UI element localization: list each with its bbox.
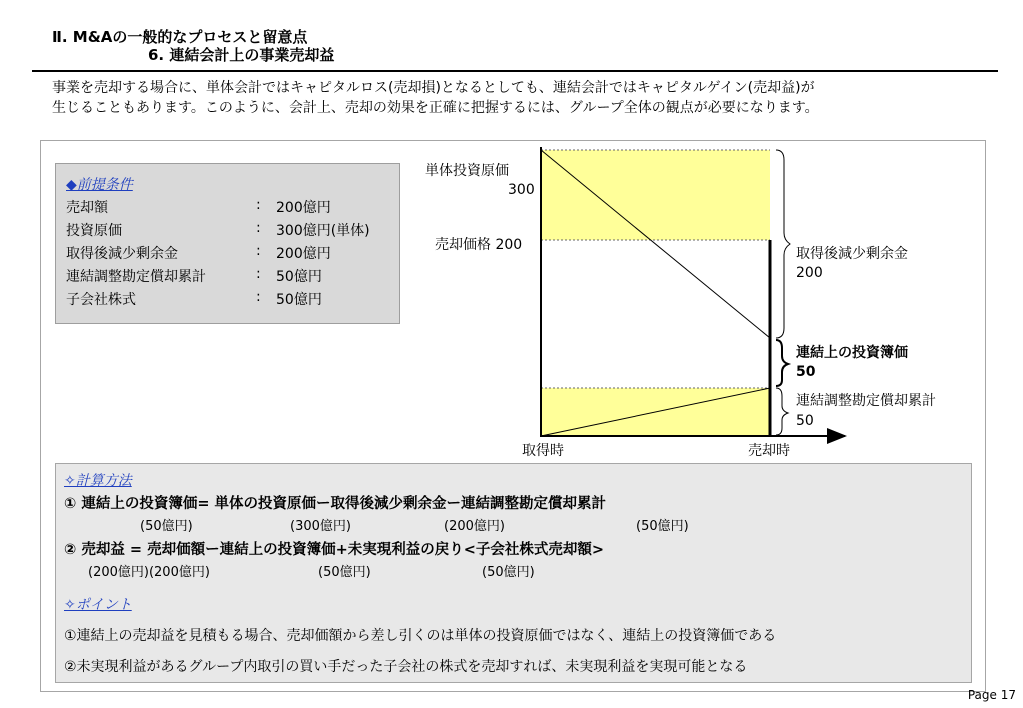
premise-value-2: 200億円 [276, 246, 331, 262]
premise-sep-0: : [256, 197, 261, 213]
premise-sep-1: : [256, 220, 261, 236]
formula-2: ② 売却益 = 売却価額ー連結上の投資簿価+未実現利益の戻り<子会社株式売却額> [64, 542, 605, 558]
brace-label-amortization-value: 50 [796, 413, 814, 429]
calculation-box [55, 463, 972, 683]
formula-1-value-2: (300億円) [290, 519, 351, 534]
calc-heading: ✧計算方法 [64, 473, 132, 489]
premise-sep-2: : [256, 243, 261, 259]
premise-value-1: 300億円(単体) [276, 223, 370, 239]
formula-1-value-4: (50億円) [636, 519, 689, 534]
brace-label-retained: 取得後減少剰余金 [796, 246, 908, 262]
book-value-brace [776, 340, 788, 386]
retained-earnings-region [541, 150, 770, 240]
formula-2-value-3: (50億円) [482, 565, 535, 580]
premise-label-3: 連結調整勘定償却累計 [66, 269, 206, 285]
premise-label-0: 売却額 [66, 200, 108, 216]
formula-1-value-3: (200億円) [444, 519, 505, 534]
point-heading: ✧ポイント [64, 597, 132, 613]
label-sale-price: 売却価格 200 [435, 237, 523, 253]
premise-heading: ◆前提条件 [66, 177, 133, 193]
formula-2-value-2: (50億円) [318, 565, 371, 580]
premise-value-3: 50億円 [276, 269, 322, 285]
brace-label-retained-value: 200 [796, 265, 823, 281]
premise-label-2: 取得後減少剰余金 [66, 246, 178, 262]
point-1: ①連結上の売却益を見積もる場合、売却価額から差し引くのは単体の投資原価ではなく、連結上の投資簿価である [64, 628, 777, 644]
brace-label-book-value-amount: 50 [796, 364, 816, 380]
point-2: ②未実現利益があるグループ内取引の買い手だった子会社の株式を売却すれば、未実現利益を実現可能となる [64, 659, 748, 675]
label-investment-cost: 単体投資原価 [425, 163, 509, 179]
premise-sep-3: : [256, 266, 261, 282]
brace-label-amortization: 連結調整勘定償却累計 [796, 393, 936, 409]
section-title: Ⅱ. M&Aの一般的なプロセスと留意点 [52, 28, 308, 46]
brace-label-book-value: 連結上の投資簿価 [796, 345, 908, 361]
premise-label-1: 投資原価 [66, 223, 122, 239]
formula-1: ① 連結上の投資簿価= 単体の投資原価ー取得後減少剰余金ー連結調整勘定償却累計 [64, 496, 607, 512]
premise-value-0: 200億円 [276, 200, 331, 216]
formula-2-value-1: (200億円)(200億円) [88, 565, 210, 580]
premise-value-4: 50億円 [276, 292, 322, 308]
page-number: Page 17 [967, 688, 1016, 702]
x-label-acquisition: 取得時 [522, 443, 564, 459]
intro-line-2: 生じることもあります。このように、会計上、売却の効果を正確に把握するには、グループ全体の観点が必要になります。 [52, 100, 819, 116]
premise-label-4: 子会社株式 [66, 292, 136, 308]
page-title: 6. 連結会計上の事業売却益 [148, 46, 335, 64]
retained-brace [776, 150, 790, 338]
premise-sep-4: : [256, 289, 261, 305]
intro-line-1: 事業を売却する場合に、単体会計ではキャピタルロス(売却損)となるとしても、連結会計ではキャピタルゲイン(売却益)が [52, 80, 815, 96]
label-investment-cost-value: 300 [508, 182, 535, 198]
formula-1-value-1: (50億円) [140, 519, 193, 534]
amort-brace [776, 388, 788, 435]
x-label-sale: 売却時 [748, 443, 790, 459]
